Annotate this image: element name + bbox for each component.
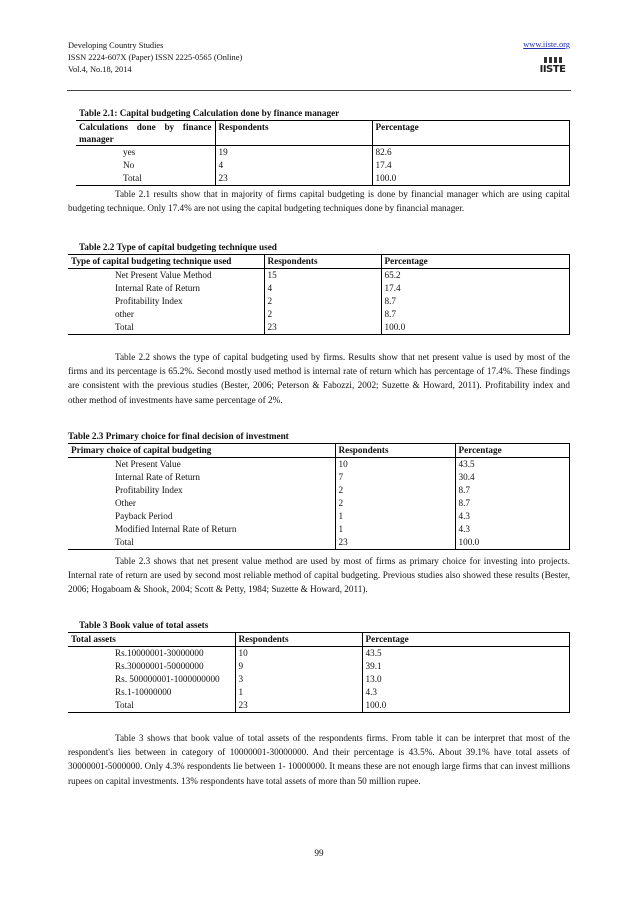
table-cell: Other	[68, 497, 335, 510]
table-cell: Rs.10000001-30000000	[68, 647, 235, 661]
table-row	[68, 484, 570, 497]
table-cell: 39.1	[362, 660, 570, 673]
table-row	[68, 647, 570, 661]
table-cell: 4.3	[455, 510, 570, 523]
table-cell: 8.7	[455, 484, 570, 497]
table-row	[68, 523, 570, 536]
table-cell: other	[68, 308, 264, 321]
table-row	[68, 458, 570, 472]
table-cell: 23	[235, 699, 362, 713]
table-cell: 1	[335, 510, 455, 523]
table-cell: 1	[335, 523, 455, 536]
table-row	[68, 699, 570, 713]
table-cell: Net Present Value Method	[68, 269, 264, 283]
table-cell: 4	[215, 159, 372, 172]
table-row	[68, 269, 570, 283]
table-cell: 43.5	[362, 647, 570, 661]
table-cell: 4	[264, 282, 381, 295]
table-cell: 100.0	[372, 172, 570, 186]
table-cell: 65.2	[381, 269, 570, 283]
journal-title: Developing Country Studies	[68, 41, 164, 50]
table-header-cell: Percentage	[381, 255, 570, 269]
table-cell: 2	[335, 484, 455, 497]
table-cell: 30.4	[455, 471, 570, 484]
table-cell: Net Present Value	[68, 458, 335, 472]
logo-stripes-icon	[544, 57, 562, 63]
table-header-cell: Primary choice of capital budgeting	[68, 444, 335, 458]
table-row	[76, 172, 570, 186]
table-cell: 100.0	[381, 321, 570, 335]
table-2-3-caption: Table 2.3 Primary choice for final decision of investment	[68, 431, 289, 441]
table-2-3	[68, 443, 570, 550]
table-cell: 23	[264, 321, 381, 335]
table-header-cell: Total assets	[68, 633, 235, 647]
table-header-cell: Percentage	[362, 633, 570, 647]
paragraph-table-2-3: Table 2.3 shows that net present value method are used by most of firms as primary choice for investing into projects. Internal rate of return are used by second most reliable method of capital budgeting. Previous studies also showed these results (Bester, 2006; Hogaboam & Shook, 2004; Scott & Petty, 1984; Suzette & Howard, 2011).	[68, 556, 570, 595]
table-row	[68, 308, 570, 321]
table-cell: 8.7	[455, 497, 570, 510]
table-3-caption: Table 3 Book value of total assets	[79, 620, 209, 630]
table-cell: Internal Rate of Return	[68, 282, 264, 295]
table-row	[68, 321, 570, 335]
table-cell: 19	[215, 146, 372, 160]
table-cell: Internal Rate of Return	[68, 471, 335, 484]
table-cell: 23	[215, 172, 372, 186]
table-cell: Rs.1-10000000	[68, 686, 235, 699]
table-cell: 17.4	[381, 282, 570, 295]
table-cell: 13.0	[362, 673, 570, 686]
table-cell: Total	[68, 536, 335, 550]
table-cell: 82.6	[372, 146, 570, 160]
table-3	[68, 632, 570, 713]
table-2-1	[76, 120, 570, 186]
table-2-2-caption: Table 2.2 Type of capital budgeting technique used	[79, 242, 277, 252]
table-cell: Profitability Index	[68, 295, 264, 308]
table-cell: 2	[264, 308, 381, 321]
table-row	[68, 497, 570, 510]
table-cell: 8.7	[381, 308, 570, 321]
table-row	[68, 686, 570, 699]
table-cell: No	[76, 159, 215, 172]
journal-volume: Vol.4, No.18, 2014	[68, 65, 132, 74]
table-row	[68, 660, 570, 673]
table-cell: 100.0	[455, 536, 570, 550]
table-cell: 2	[335, 497, 455, 510]
table-cell: Modified Internal Rate of Return	[68, 523, 335, 536]
table-cell: 100.0	[362, 699, 570, 713]
table-cell: 1	[235, 686, 362, 699]
table-cell: 8.7	[381, 295, 570, 308]
table-header-cell: Percentage	[372, 121, 570, 146]
table-cell: 2	[264, 295, 381, 308]
table-row	[68, 295, 570, 308]
page-number: 99	[314, 848, 324, 858]
table-row	[68, 282, 570, 295]
table-header-cell: Respondents	[264, 255, 381, 269]
table-row	[68, 536, 570, 550]
table-header-cell: Respondents	[215, 121, 372, 146]
table-cell: 43.5	[455, 458, 570, 472]
table-cell: Rs. 500000001-1000000000	[68, 673, 235, 686]
table-cell: 10	[335, 458, 455, 472]
table-row	[76, 146, 570, 160]
table-header-cell: Percentage	[455, 444, 570, 458]
table-cell: 10	[235, 647, 362, 661]
table-header-cell: Type of capital budgeting technique used	[68, 255, 264, 269]
table-cell: 4.3	[362, 686, 570, 699]
paragraph-table-2-2: Table 2.2 shows the type of capital budgeting used by firms. Results show that net present value is used by most of the firms and its percentage is 65.2%. Second mostly used method is internal rate of return which has percentage of 17.4%. These findings are consistent with the previous studies (Bester, 2006; Peterson & Fabozzi, 2002; Suzette & Howard, 2011). Profitability index and other method of investments have same percentage of 2%.	[68, 352, 570, 405]
table-cell: 15	[264, 269, 381, 283]
table-cell: 7	[335, 471, 455, 484]
table-header-cell: Calculations done by finance manager	[76, 121, 215, 146]
table-2-1-caption: Table 2.1: Capital budgeting Calculation done by finance manager	[79, 108, 340, 118]
iiste-logo	[539, 53, 566, 79]
table-cell: 17.4	[372, 159, 570, 172]
table-row	[68, 673, 570, 686]
table-row	[76, 159, 570, 172]
table-cell: Total	[68, 699, 235, 713]
table-cell: Profitability Index	[68, 484, 335, 497]
table-header-cell: Respondents	[235, 633, 362, 647]
table-row	[68, 510, 570, 523]
journal-issn: ISSN 2224-607X (Paper) ISSN 2225-0565 (Online)	[68, 53, 243, 62]
header-rule	[67, 90, 571, 91]
table-cell: Total	[76, 172, 215, 186]
paragraph-table-3: Table 3 shows that book value of total assets of the respondents firms. From table it can be interpret that most of the respondent's lies between in category of 10000001-30000000. And their percentage is 43.5%. About 39.1% have total assets of 30000001-5000000. Only 4.3% respondents lie between 1- 10000000. It means these are not enough large firms that can invest millions rupees on capital investments. 13% respondents have total assets of more than 50 million rupee.	[68, 733, 570, 786]
table-cell: Rs.30000001-50000000	[68, 660, 235, 673]
paragraph-table-2-1: Table 2.1 results show that in majority of firms capital budgeting is done by financial manager which are using capital budgeting technique. Only 17.4% are not using the capital budgeting techniques done by financial manager.	[68, 189, 570, 214]
table-cell: 9	[235, 660, 362, 673]
table-cell: 23	[335, 536, 455, 550]
journal-header	[68, 40, 242, 76]
table-cell: Total	[68, 321, 264, 335]
journal-url-link[interactable]: www.iiste.org	[523, 40, 570, 49]
table-row	[68, 471, 570, 484]
table-cell: 3	[235, 673, 362, 686]
table-cell: Payback Period	[68, 510, 335, 523]
table-cell: yes	[76, 146, 215, 160]
table-header-cell: Respondents	[335, 444, 455, 458]
table-cell: 4.3	[455, 523, 570, 536]
table-2-2	[68, 254, 570, 335]
logo-wordmark: IISTE	[539, 64, 566, 75]
